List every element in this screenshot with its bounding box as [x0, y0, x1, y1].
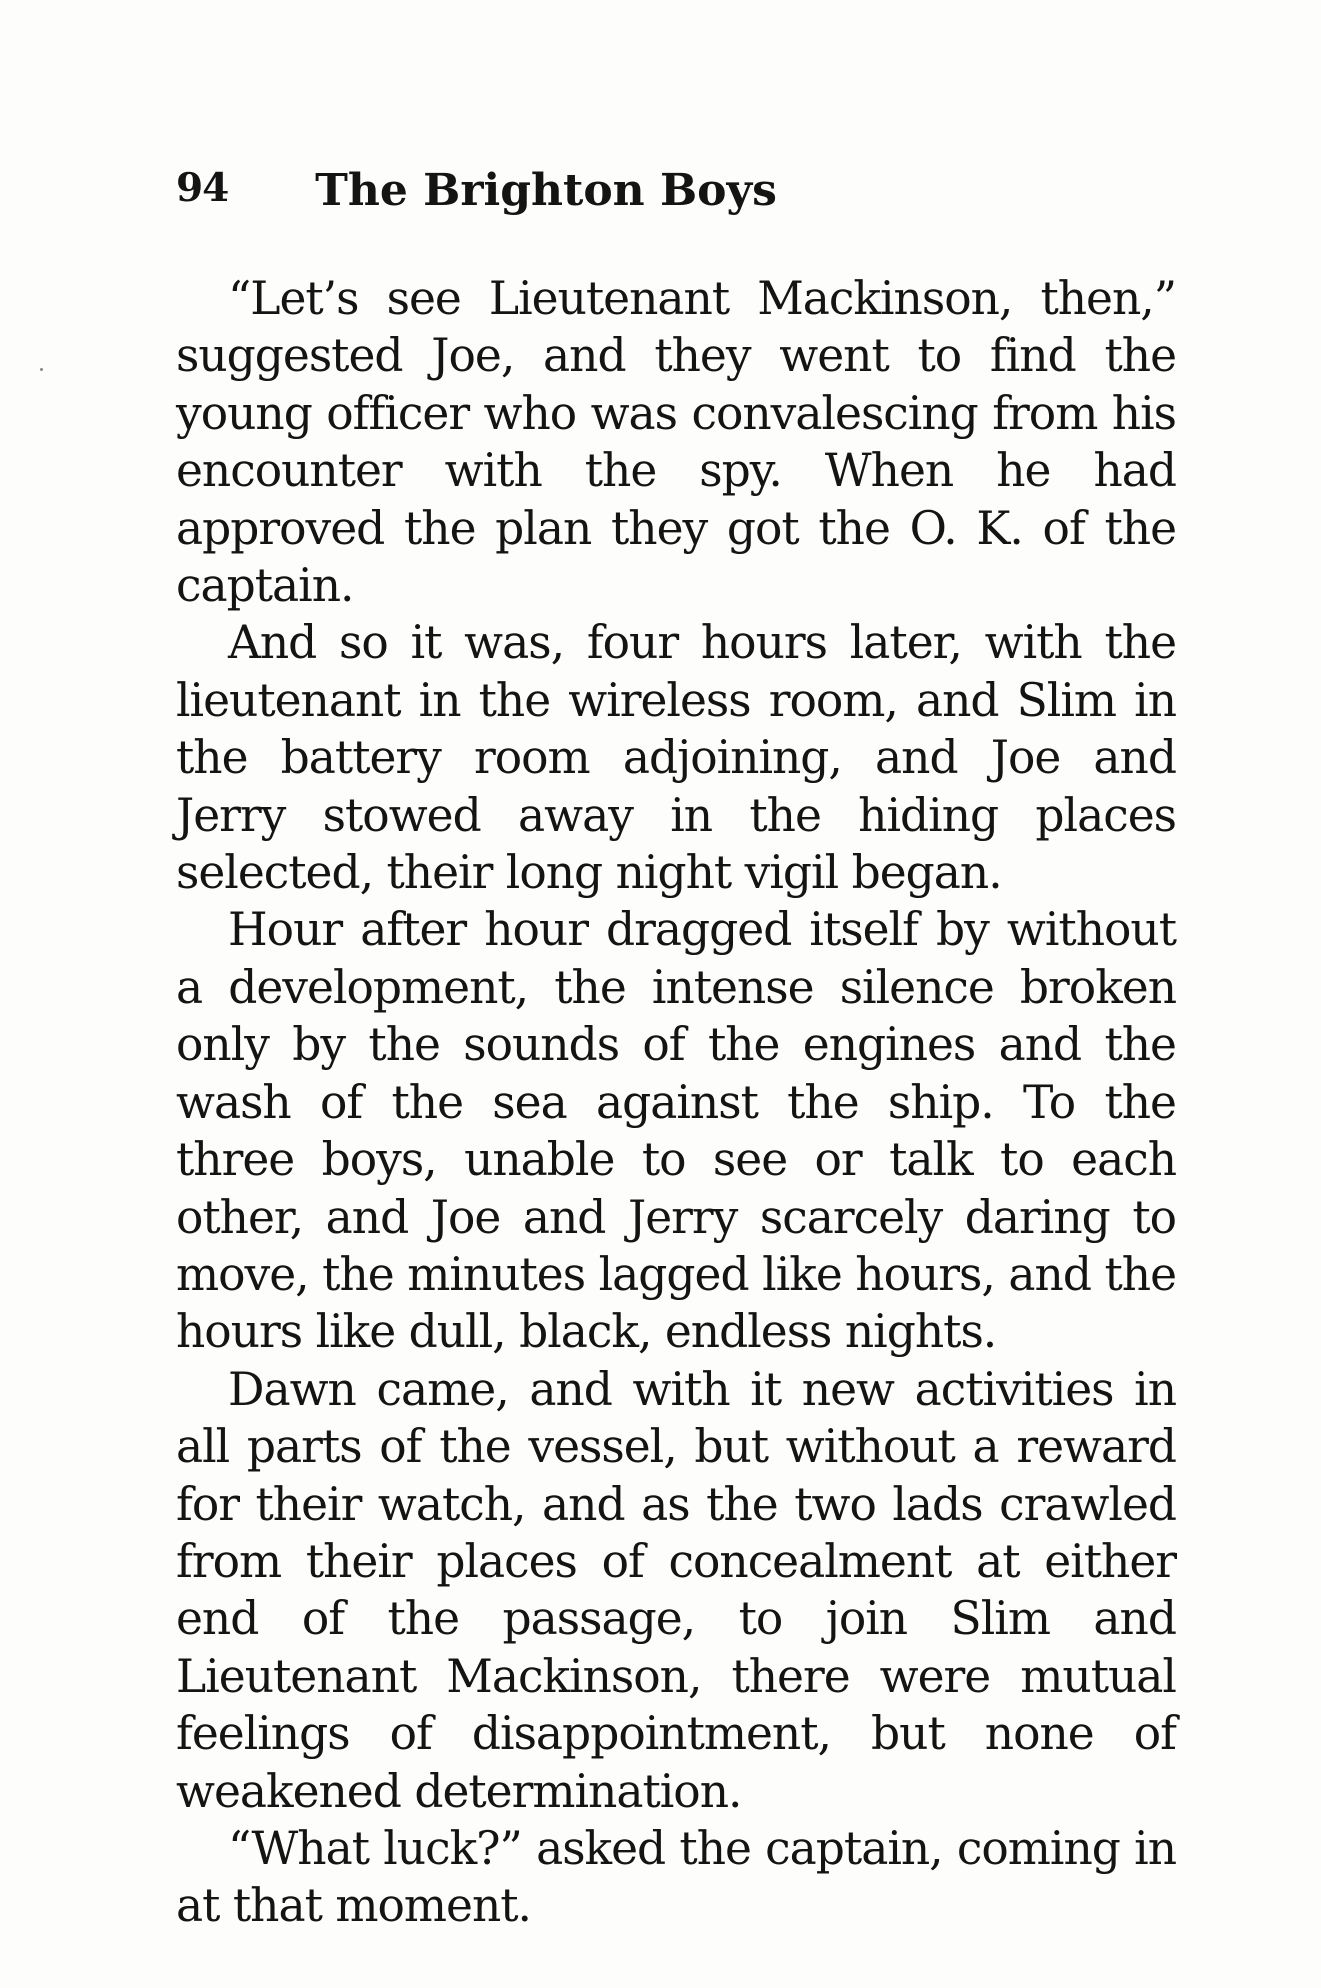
paragraph: Dawn came, and with it new activities in all parts of the vessel, but without a reward for their watch, and as the two lads crawled from their places of concealment at either end of the passage, to join Slim and Lieutenant Mackinson, there were mutual feelings of disappointment, but none of weakened determination. [176, 1362, 1176, 1818]
paragraph: “Let’s see Lieutenant Mackinson, then,” suggested Joe, and they went to find the young officer who was convalescing from his encounter with the spy. When he had approved the plan they got the O. K. of the captain. [176, 272, 1176, 613]
page-number: 94 [176, 165, 229, 211]
running-title: The Brighton Boys [315, 165, 777, 216]
paper-speck [40, 368, 43, 371]
page-header [176, 165, 916, 225]
paragraph: And so it was, four hours later, with the lieutenant in the wireless room, and Slim in the battery room adjoining, and Joe and Jerry stowed away in the hiding places selected, their long night vigil began. [176, 616, 1176, 900]
paragraph: Hour after hour dragged itself by without a development, the intense silence broken only by the sounds of the engines and the wash of the sea against the ship. To the three boys, unable to see or talk to each other, and Joe and Jerry scarcely daring to move, the minutes lagged like hours, and the hours like dull, black, endless nights. [176, 903, 1176, 1359]
paragraph: “What luck?” asked the captain, coming in at that moment. [176, 1821, 1176, 1933]
body-text [176, 270, 1176, 1935]
